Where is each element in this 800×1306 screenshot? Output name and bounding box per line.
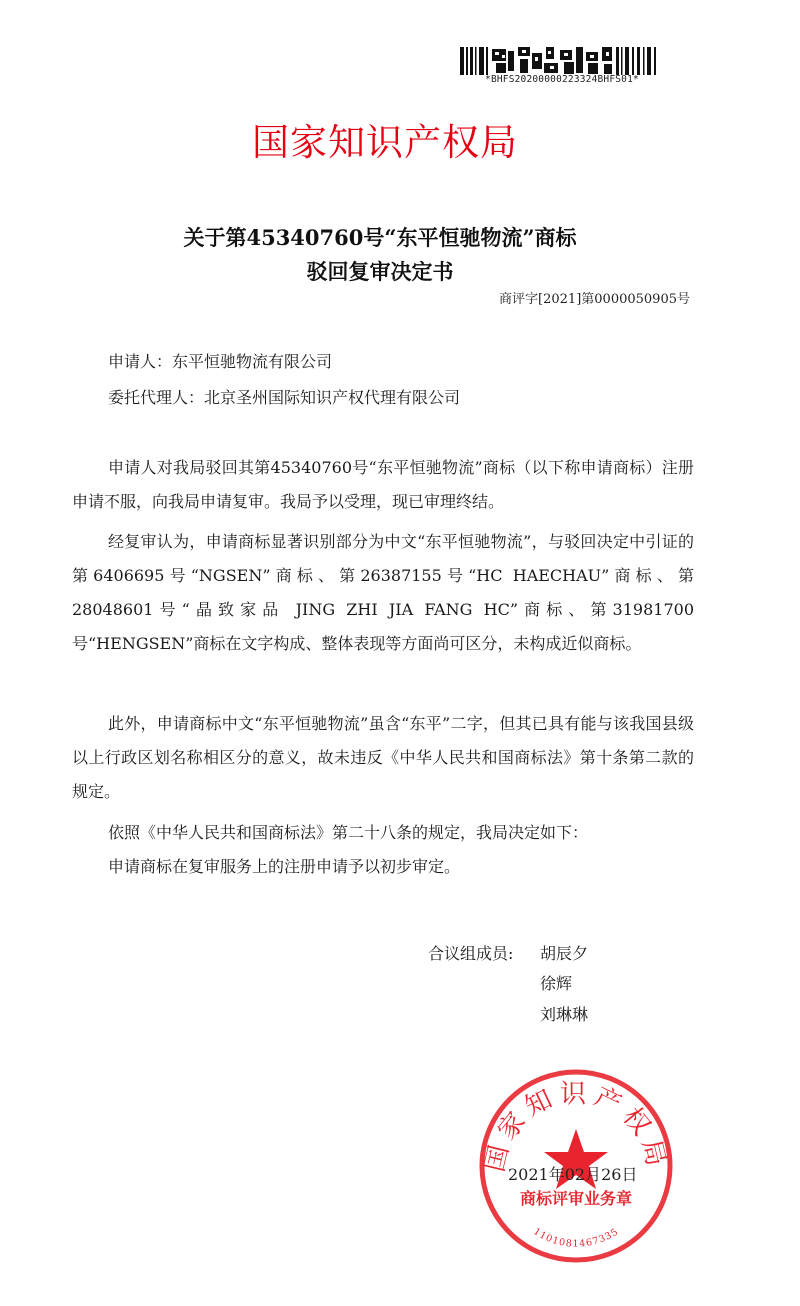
applicant-line: 申请人：东平恒驰物流有限公司 <box>108 352 333 371</box>
issuing-office-heading: 国家知识产权局 <box>252 121 518 164</box>
barcode-graphic <box>460 47 660 75</box>
barcode-number: *BHFS20200000223324BHFS01* <box>485 74 639 85</box>
panel-member: 胡辰夕 <box>540 944 589 963</box>
document-reference-number: 商评字[2021]第0000050905号 <box>499 292 690 307</box>
body-paragraph-3: 此外，申请商标中文“东平恒驰物流”虽含“东平”二字，但其已具有能与该我国县级以上行政区划名称相区分的意义，故未违反《中华人民共和国商标法》第十条第二款的规定。 <box>72 714 694 801</box>
decision-paragraph: 申请商标在复审服务上的注册申请予以初步审定。 <box>108 857 461 876</box>
body-paragraph-2: 经复审认为，申请商标显著识别部分为中文“东平恒驰物流”，与驳回决定中引证的第6406695号“NGSEN”商标、第26387155号“HC HAECHAU”商标、第28048601号“晶致家品 JING ZHI JIA FANG HC”商标、第31981700号“HENGSEN”商标在文字构成、整体表现等方面尚可区分，未构成近似商标。 <box>72 532 694 653</box>
agent-line: 委托代理人：北京圣州国际知识产权代理有限公司 <box>108 388 461 407</box>
seal-number-text: 1101081467335 <box>531 1226 621 1250</box>
panel-label: 合议组成员: <box>428 944 514 963</box>
document-title-line-1: 关于第45340760号“东平恒驰物流”商标 <box>183 225 577 250</box>
body-paragraph-1: 申请人对我局驳回其第45340760号“东平恒驰物流”商标（以下称申请商标）注册申请不服，向我局申请复审。我局予以受理，现已审理终结。 <box>72 458 694 511</box>
panel-member: 刘琳琳 <box>540 1005 589 1024</box>
body-paragraph-4: 依照《中华人民共和国商标法》第二十八条的规定，我局决定如下： <box>108 823 589 842</box>
seal-arc-text: 国家知识产权局 <box>479 1079 673 1175</box>
decision-date: 2021年02月26日 <box>508 1165 638 1184</box>
panel-member: 徐辉 <box>540 974 573 993</box>
document-title-line-2: 驳回复审决定书 <box>306 259 454 284</box>
seal-unit-text: 商标评审业务章 <box>519 1189 633 1208</box>
